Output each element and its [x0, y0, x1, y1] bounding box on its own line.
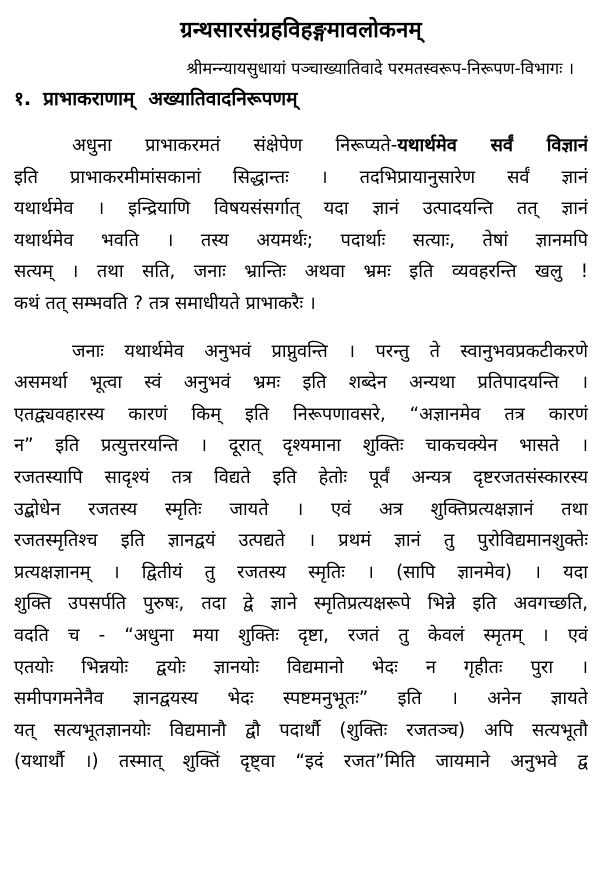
paragraph-line: (यथार्थौ ।) तस्मात् शुक्तिं दृष्ट्वा “इदं रजत”मिति जायमाने अनुभवे द्व — [14, 751, 588, 773]
paragraph-line: एतद्व्यवहारस्य कारणं किम् इति निरूपणावसरे, “अज्ञानमेव तत्र कारणं — [14, 403, 588, 425]
paragraph-line: सत्यम् । तथा सति, जनाः भ्रान्तिः अथवा भ्रमः इति व्यवहरन्ति खलु ! — [14, 261, 588, 283]
bold-phrase: यथार्थमेव सर्वं विज्ञानं — [397, 135, 588, 156]
paragraph-line: प्रत्यक्षज्ञानम् । द्वितीयं तु रजतस्य स्मृतिः । (सापि ज्ञानमेव) । यदा — [14, 561, 588, 583]
paragraph-line: रजतस्मृतिश्च इति ज्ञानद्वयं उत्पद्यते । प्रथमं ज्ञानं तु पुरोविद्यमानशुक्तेः — [14, 530, 588, 552]
paragraph-line: शुक्ति उपसर्पति पुरुषः, तदा द्वे ज्ञाने स्मृतिप्रत्यक्षरूपे भिन्ने इति अवगच्छति, — [14, 593, 588, 615]
section-heading-right: अख्यातिवादनिरूपणम् — [148, 88, 298, 110]
paragraph-1 — [14, 130, 588, 320]
paragraph-line: वदति च - “अधुना मया शुक्तिः दृष्टा, रजतं तु केवलं स्मृतम् । एवं — [14, 624, 588, 646]
paragraph-line: उद्बोधेन रजतस्य स्मृतिः जायते । एवं अत्र शुक्तिप्रत्यक्षज्ञानं तथा — [14, 498, 588, 520]
paragraph-line: एतयोः भिन्नयोः द्वयोः ज्ञानयोः विद्यमानो भेदः न गृहीतः पुरा । — [14, 656, 588, 678]
paragraph-line: कथं तत् सम्भवति ? तत्र समाधीयते प्राभाकरैः । — [14, 292, 316, 314]
paragraph-2 — [14, 336, 588, 778]
paragraph-line: यथार्थमेव भवति । तस्य अयमर्थः; पदार्थाः सत्याः, तेषां ज्ञानमपि — [14, 229, 588, 251]
page-title: ग्रन्थसारसंग्रहविहङ्गमावलोकनम् — [180, 18, 422, 43]
paragraph-line — [14, 130, 588, 162]
paragraph-line: न” इति प्रत्युत्तरयन्ति । दूरात् दृश्यमाना शुक्तिः चाकचक्येन भासते । — [14, 435, 588, 457]
paragraph-line: यथार्थमेव । इन्द्रियाणि विषयसंसर्गात् यदा ज्ञानं उत्पादयन्ति तत् ज्ञानं — [14, 198, 588, 220]
page-subtitle: श्रीमन्न्यायसुधायां पञ्चाख्यातिवादे परमतस्वरूप-निरूपण-विभागः । — [186, 59, 574, 78]
paragraph-line: यत् सत्यभूतज्ञानयोः विद्यमानौ द्वौ पदार्थौ (शुक्तिः रजतञ्च) अपि सत्यभूतौ — [14, 719, 588, 741]
paragraph-line: समीपगमनेनैव ज्ञानद्वयस्य भेदः स्पष्टमनुभूतः” इति । अनेन ज्ञायते — [14, 688, 588, 710]
line-text: अधुना प्राभाकरमतं संक्षेपेण निरूप्यते- — [72, 135, 398, 156]
paragraph-line: जनाः यथार्थमेव अनुभवं प्राप्नुवन्ति । परन्तु ते स्वानुभवप्रकटीकरणे — [72, 340, 588, 362]
paragraph-line: इति प्राभाकरमीमांसकानां सिद्धान्तः । तदभिप्रायानुसारेण सर्वं ज्ञानं — [14, 166, 588, 188]
section-heading-left: प्राभाकराणाम् — [43, 88, 135, 110]
section-heading — [14, 84, 588, 114]
paragraph-line: असमर्था भूत्वा स्वं अनुभवं भ्रमः इति शब्देन अन्यथा प्रतिपादयन्ति । — [14, 372, 588, 394]
section-number: १. — [14, 88, 32, 110]
paragraph-line: रजतस्यापि सादृश्यं तत्र विद्यते इति हेतोः पूर्वं अन्यत्र दृष्टरजतसंस्कारस्य — [14, 466, 588, 488]
